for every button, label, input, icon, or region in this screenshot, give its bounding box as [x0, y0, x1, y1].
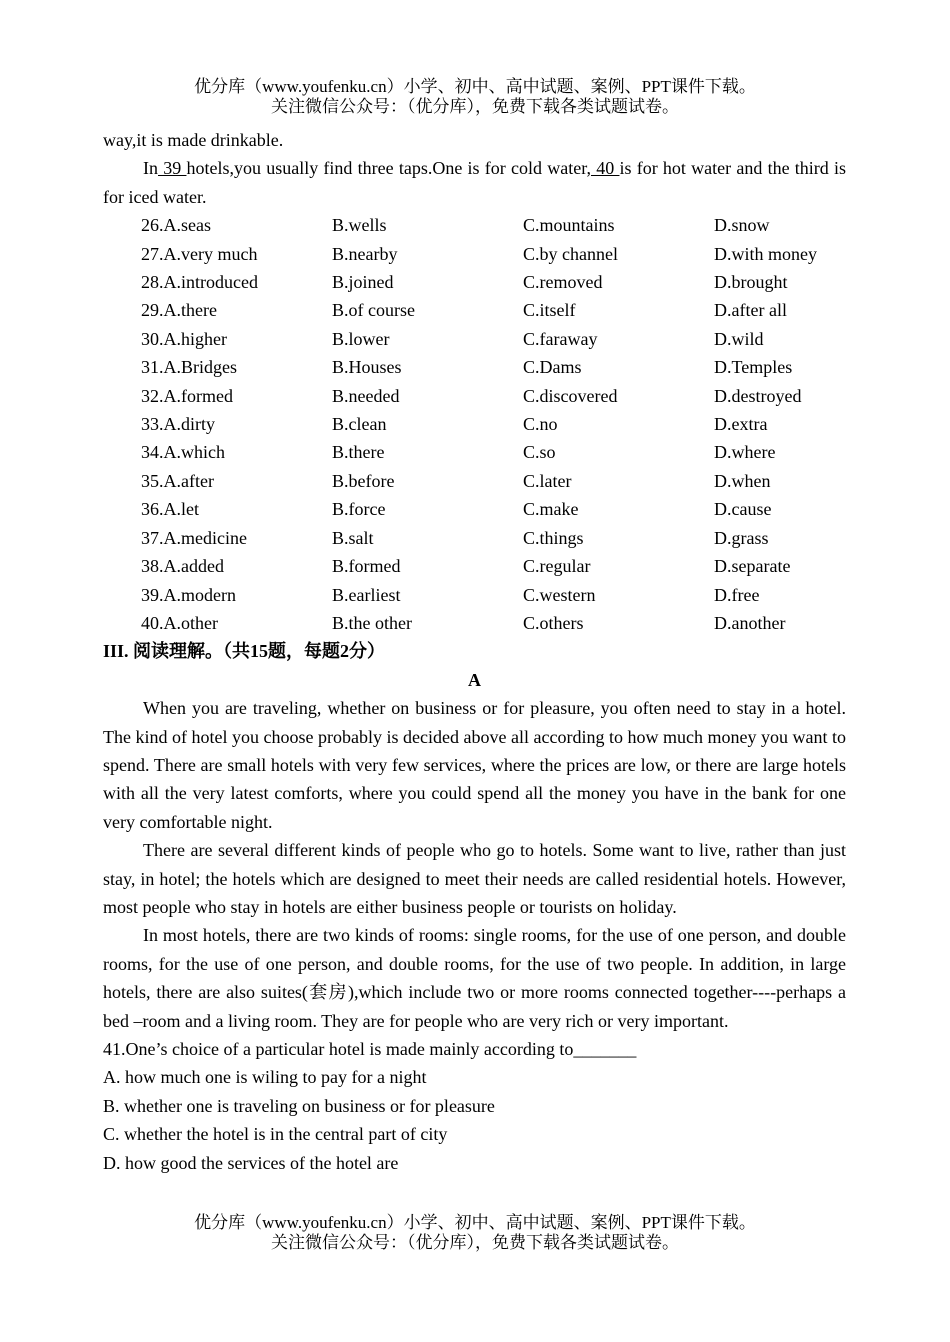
question-41-option-c: C. whether the hotel is in the central part of city	[103, 1124, 448, 1145]
footer-line-1: 优分库（www.youfenku.cn）小学、初中、高中试题、案例、PPT课件下载。	[194, 1213, 756, 1232]
option-d: D.wild	[714, 328, 764, 349]
option-a: 32.A.formed	[141, 385, 233, 406]
option-row	[141, 296, 817, 324]
option-c: C.Dams	[523, 357, 582, 378]
page-footer	[0, 1213, 950, 1253]
option-row	[141, 467, 817, 495]
option-b: B.Houses	[332, 357, 402, 378]
option-a: 38.A.added	[141, 556, 224, 577]
option-a: 39.A.modern	[141, 584, 236, 605]
footer-line-2: 关注微信公众号：（优分库），免费下载各类试题试卷。	[271, 1233, 679, 1252]
option-c: C.regular	[523, 556, 591, 577]
question-41-option-a: A. how much one is wiling to pay for a night	[103, 1067, 427, 1088]
option-d: D.destroyed	[714, 385, 802, 406]
option-b: B.there	[332, 442, 385, 463]
option-a: 37.A.medicine	[141, 527, 247, 548]
option-c: C.no	[523, 414, 558, 435]
option-b: B.earliest	[332, 584, 401, 605]
option-a: 35.A.after	[141, 470, 214, 491]
option-b: B.the other	[332, 612, 412, 633]
option-a: 29.A.there	[141, 300, 217, 321]
cloze-options-table	[141, 211, 817, 637]
option-d: D.grass	[714, 527, 769, 548]
option-row	[141, 495, 817, 523]
option-a: 30.A.higher	[141, 328, 227, 349]
option-b: B.of course	[332, 300, 415, 321]
option-d: D.cause	[714, 499, 772, 520]
option-a: 28.A.introduced	[141, 272, 258, 293]
option-row	[141, 410, 817, 438]
page-header	[0, 77, 950, 117]
question-41-option-d: D. how good the services of the hotel are	[103, 1152, 399, 1173]
option-c: C.itself	[523, 300, 576, 321]
passage-paragraph-3: In most hotels, there are two kinds of rooms: single rooms, for the use of one person, and double rooms, for the use of one person, and double rooms, for the use of two people. In addition, in large hotels, there are also suites(套房),which include two or more rooms connected together----perhaps a bed –room and a living room. They are for people who are very rich or very important.	[103, 925, 846, 1031]
option-c: C.so	[523, 442, 556, 463]
option-b: B.joined	[332, 272, 394, 293]
option-c: C.by channel	[523, 243, 618, 264]
option-row	[141, 268, 817, 296]
header-line-1: 优分库（www.youfenku.cn）小学、初中、高中试题、案例、PPT课件下载。	[194, 77, 756, 96]
cloze-text: hotels,you usually find three taps.One is for cold water,	[186, 158, 591, 179]
option-c: C.western	[523, 584, 596, 605]
option-d: D.with money	[714, 243, 817, 264]
option-c: C.others	[523, 612, 584, 633]
option-a: 31.A.Bridges	[141, 357, 237, 378]
cloze-paragraph	[103, 154, 846, 211]
passage-paragraph-2: There are several different kinds of people who go to hotels. Some want to live, rather than just stay, in hotel; the hotels which are designed to meet their needs are called residential hotels. However, most people who stay in hotels are either business people or tourists on holiday.	[103, 840, 846, 917]
cloze-text: In	[143, 158, 158, 179]
page-content	[103, 126, 846, 1177]
option-d: D.separate	[714, 556, 791, 577]
option-d: D.free	[714, 584, 760, 605]
option-row	[141, 438, 817, 466]
option-d: D.when	[714, 470, 771, 491]
passage-label: A	[468, 669, 481, 690]
blank-40: 40	[591, 158, 620, 179]
blank-39: 39	[158, 158, 187, 179]
option-d: D.where	[714, 442, 776, 463]
option-row	[141, 240, 817, 268]
option-c: C.later	[523, 470, 572, 491]
option-row	[141, 382, 817, 410]
option-a: 27.A.very much	[141, 243, 258, 264]
option-row	[141, 609, 817, 637]
option-d: D.Temples	[714, 357, 793, 378]
option-a: 40.A.other	[141, 612, 218, 633]
option-b: B.force	[332, 499, 386, 520]
option-c: C.mountains	[523, 215, 615, 236]
option-b: B.formed	[332, 556, 401, 577]
option-row	[141, 581, 817, 609]
cloze-tail-line: way,it is made drinkable.	[103, 130, 284, 150]
option-d: D.after all	[714, 300, 787, 321]
option-row	[141, 211, 817, 239]
cloze-text: is for hot water and the third is for iced water.	[103, 158, 847, 207]
option-row	[141, 524, 817, 552]
header-line-2: 关注微信公众号：（优分库），免费下载各类试题试卷。	[271, 97, 679, 116]
option-d: D.another	[714, 612, 786, 633]
option-a: 34.A.which	[141, 442, 225, 463]
option-b: B.clean	[332, 414, 387, 435]
option-c: C.faraway	[523, 328, 598, 349]
option-d: D.extra	[714, 414, 768, 435]
question-41-option-b: B. whether one is traveling on business or for pleasure	[103, 1095, 495, 1116]
option-a: 33.A.dirty	[141, 414, 215, 435]
option-row	[141, 353, 817, 381]
option-c: C.make	[523, 499, 579, 520]
option-b: B.salt	[332, 527, 374, 548]
option-row	[141, 325, 817, 353]
option-a: 26.A.seas	[141, 215, 211, 236]
option-c: C.removed	[523, 272, 603, 293]
option-c: C.discovered	[523, 385, 618, 406]
option-a: 36.A.let	[141, 499, 199, 520]
section-title: III. 阅读理解。（共15题，每题2分）	[103, 641, 386, 662]
question-41-stem: 41.One’s choice of a particular hotel is made mainly according to_______	[103, 1039, 637, 1059]
passage-paragraph-1: When you are traveling, whether on business or for pleasure, you often need to stay in a hotel. The kind of hotel you choose probably is decided above all according to how much money you want to spend. There are small hotels with very few services, where the prices are low, or there are large hotels with all the very latest comforts, where you could spend all the money you have in the bank for one very comfortable night.	[103, 698, 846, 832]
option-b: B.lower	[332, 328, 390, 349]
option-d: D.brought	[714, 272, 788, 293]
option-b: B.needed	[332, 385, 400, 406]
option-b: B.nearby	[332, 243, 398, 264]
option-c: C.things	[523, 527, 584, 548]
option-row	[141, 552, 817, 580]
option-b: B.before	[332, 470, 395, 491]
option-d: D.snow	[714, 215, 770, 236]
option-b: B.wells	[332, 215, 387, 236]
